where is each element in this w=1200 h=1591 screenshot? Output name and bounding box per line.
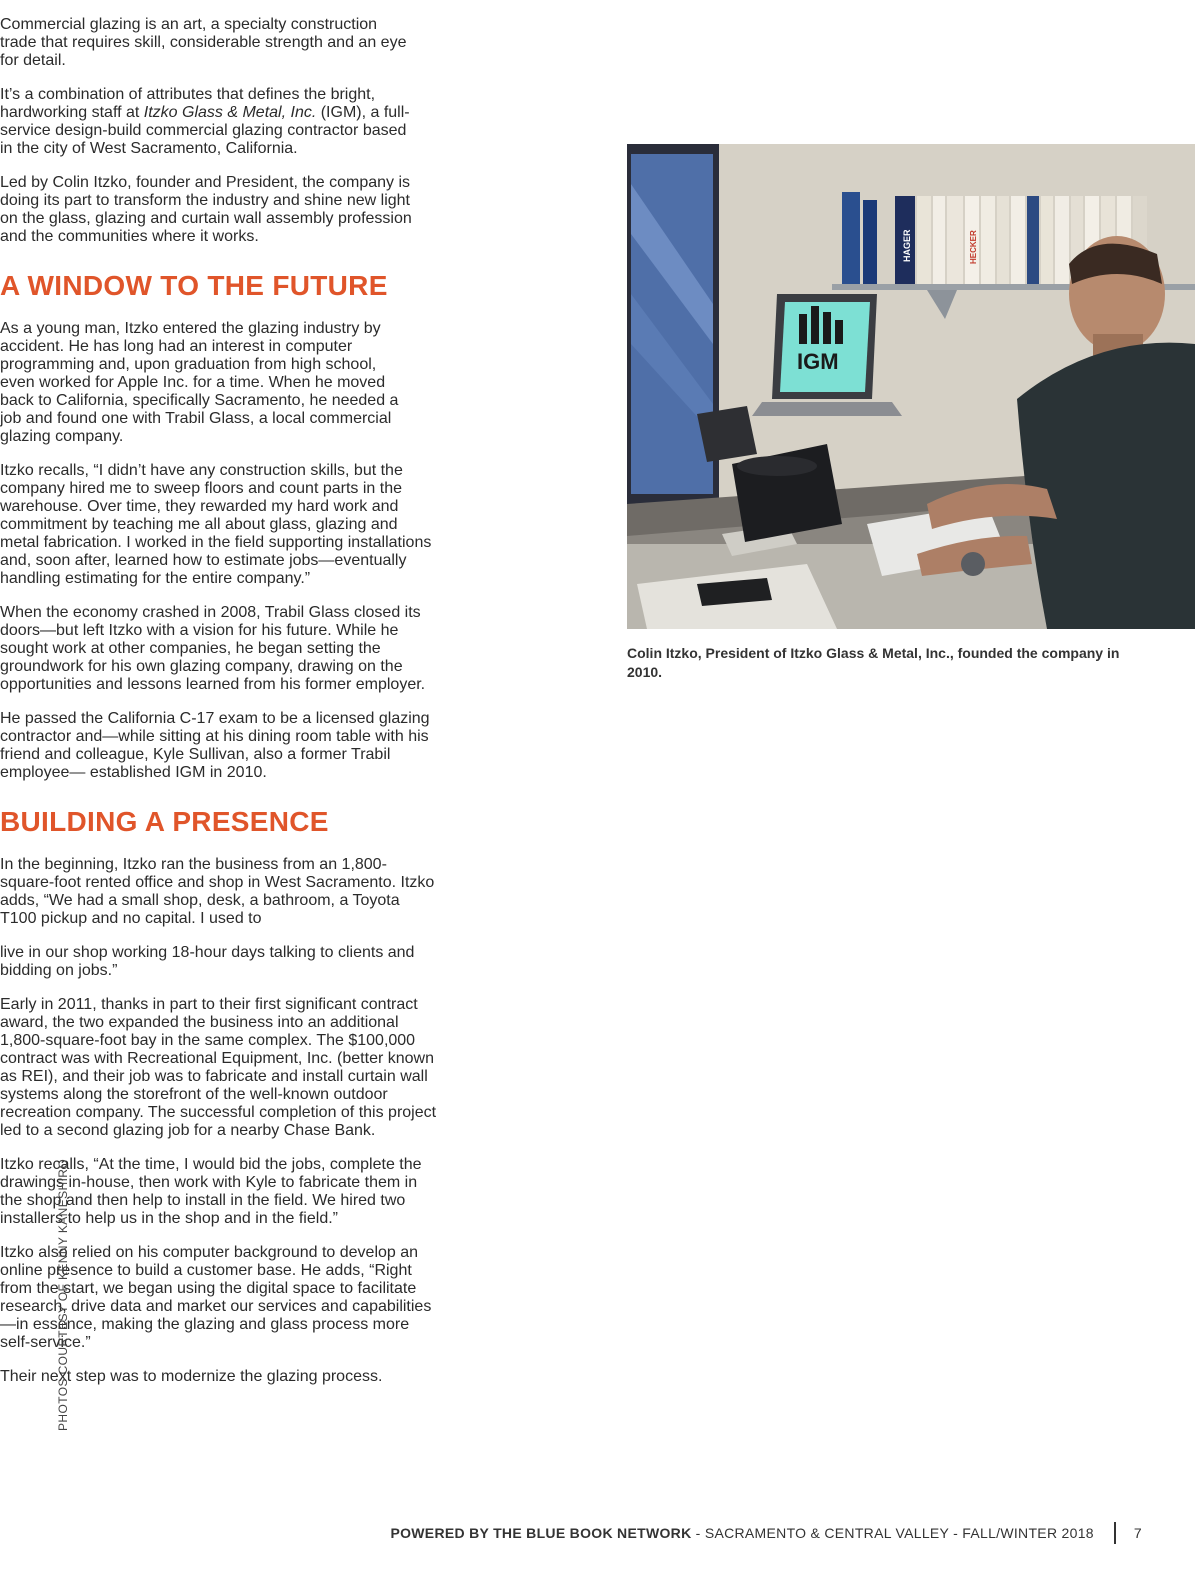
- paragraph-expansion: Early in 2011, thanks in part to their first significant contract award, the two expanded the business into an additional 1,800-square-foot bay in the same complex. The $100,000 contract was with Recreational Equipment, Inc. (better known as REI), and their job was to fabricate and install curtain wall systems along the storefront of the well-known outdoor recreation company. The successful completion of this project led to a second glazing job for a nearby Chase Bank.: [0, 996, 437, 1139]
- left-column: [0, 16, 440, 928]
- paragraph-economy: When the economy crashed in 2008, Trabil Glass closed its doors—but left Itzko with a vision for his future. While he sought work at other companies, he began setting the groundwork for his own glazing company, drawing on the opportunities and lessons learned from his former employer.: [0, 604, 426, 693]
- binder-label-hecker: HECKER: [969, 230, 978, 264]
- paragraph-online-presence: Itzko also relied on his computer background to develop an online presence to build a customer base. He adds, “Right from the start, we began using the digital space to facilitate research, drive data and market our services and capabilities—in essence, making the glazing and glass process more self-service.”: [0, 1244, 432, 1351]
- section-heading-window-to-future: A WINDOW TO THE FUTURE: [0, 270, 388, 301]
- paragraph-staff-text-a: It’s a combination of attributes that defines the bright, hardworking staff at: [0, 86, 376, 121]
- page-footer: [390, 1521, 1142, 1545]
- binder-label-hager: HAGER: [902, 229, 912, 262]
- paragraph-bidding: Itzko recalls, “At the time, I would bid the jobs, complete the drawings in-house, then work with Kyle to fabricate them in the shop and then help to install in the field. We hired two installers to help us in the shop and in the field.”: [0, 1156, 422, 1227]
- paragraph-early-career: As a young man, Itzko entered the glazing industry by accident. He has long had an interest in computer programming and, upon graduation from high school, even worked for Apple Inc. for a time. When he moved back to California, specifically Sacramento, he needed a job and found one with Trabil Glass, a local commercial glazing company.: [0, 320, 399, 445]
- paragraph-leadership: Led by Colin Itzko, founder and President, the company is doing its part to transform the industry and shine new light on the glass, glazing and curtain wall assembly profession and the communities where it works.: [0, 174, 412, 245]
- paragraph-license: He passed the California C-17 exam to be a licensed glazing contractor and—while sitting at his dining room table with his friend and colleague, Kyle Sullivan, also a former Trabil employee— established IGM in 2010.: [0, 710, 430, 781]
- page-number: 7: [1133, 1525, 1142, 1541]
- footer-edition: - SACRAMENTO & CENTRAL VALLEY - FALL/WINTER 2018: [691, 1525, 1094, 1541]
- laptop-logo: IGM: [797, 349, 839, 374]
- footer-divider: [1114, 1522, 1116, 1544]
- paragraph-staff: [0, 86, 412, 158]
- paragraph-next-step: Their next step was to modernize the glazing process.: [0, 1368, 383, 1385]
- paragraph-beginning: In the beginning, Itzko ran the business from an 1,800-square-foot rented office and shop in West Sacramento. Itzko adds, “We had a small shop, desk, a bathroom, a Toyota T100 pickup and no capital. I used to: [0, 856, 435, 927]
- paragraph-recalls: Itzko recalls, “I didn’t have any construction skills, but the company hired me to sweep floors and count parts in the warehouse. Over time, they rewarded my hard work and commitment by teaching me all about glass, glazing and metal fabrication. I worked in the field supporting installations and, soon after, learned how to estimate jobs—eventually handling estimating for the entire company.”: [0, 462, 432, 587]
- section-heading-building-presence: BUILDING A PRESENCE: [0, 806, 329, 837]
- paragraph-shop-life: live in our shop working 18-hour days talking to clients and bidding on jobs.”: [0, 944, 415, 979]
- photo-credit: PHOTOS COURTESY OF KENNY KANESHIRO: [56, 1158, 70, 1431]
- office-photo: [627, 144, 1195, 629]
- footer-brand: POWERED BY THE BLUE BOOK NETWORK: [390, 1525, 692, 1541]
- photo-caption: Colin Itzko, President of Itzko Glass & Metal, Inc., founded the company in 2010.: [627, 645, 1120, 680]
- office-photo-illustration: [627, 144, 1195, 629]
- paragraph-staff-text-b: (IGM), a full-service design-build commercial glazing contractor based in the city of West Sacramento, California.: [0, 104, 410, 157]
- paragraph-intro: Commercial glazing is an art, a specialty construction trade that requires skill, considerable strength and an eye for detail.: [0, 16, 407, 69]
- company-name: Itzko Glass & Metal, Inc.: [143, 104, 317, 121]
